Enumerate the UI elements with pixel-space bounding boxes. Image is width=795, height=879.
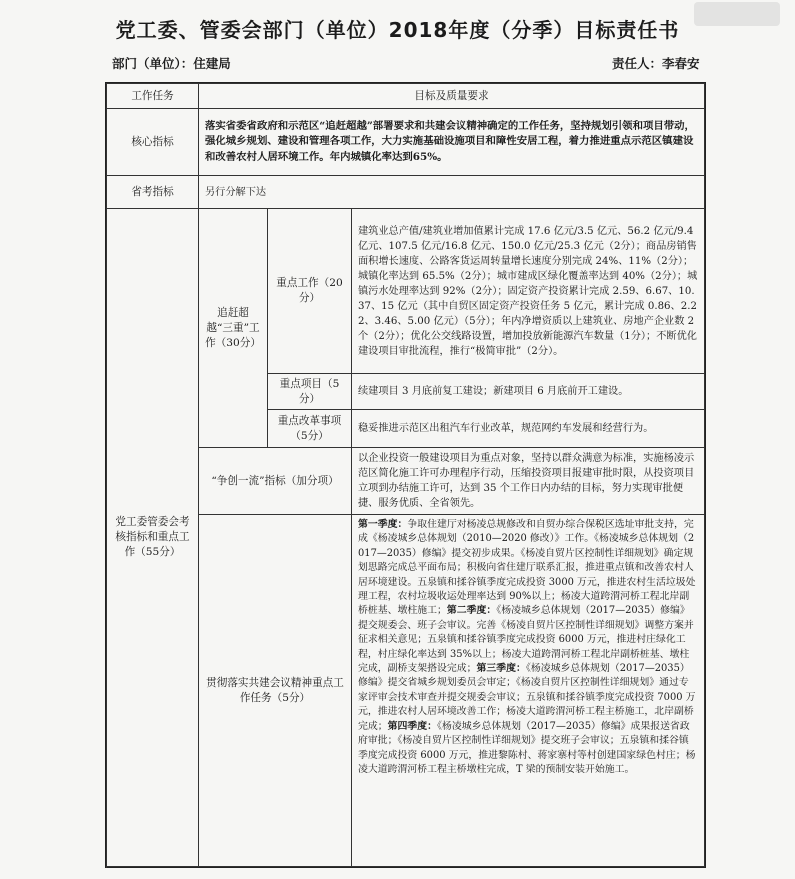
- q2-label: 第二季度：: [446, 605, 497, 617]
- key-project-text: 续建项目 3 月底前复工建设；新建项目 6 月底前开工建设。: [352, 374, 705, 410]
- core-text: 落实省委省政府和示范区“追赶超越”部署要求和共建会议精神确定的工作任务，坚持规划引领和项目带动，强化城乡规划、建设和管理各项工作，大力实施基础设施项目和障性安居工程，着力推进重点示范区镇建设和改善农村人居环境工作。年内城镇化率达到65%。: [199, 109, 705, 176]
- key-reform-label: 重点改革事项（5分）: [268, 410, 352, 448]
- implement-label: 贯彻落实共建会议精神重点工作任务（5分）: [199, 515, 352, 867]
- key-work-label: 重点工作（20分）: [268, 209, 352, 374]
- header-task: 工作任务: [107, 84, 199, 109]
- first-class-text: 以企业投资一般建设项目为重点对象，坚持以群众满意为标准，实施杨凌示范区简化施工许可办理程序行动，压缩投资项目报建审批时限，从投资项目立项到办结施工许可，达到 35 个工作日内办结的目标，努力实现审批便捷、服务优质、全省领先。: [352, 448, 705, 515]
- responsibility-table: [106, 83, 705, 867]
- document-title: 党工委、管委会部门（单位）2018年度（分季）目标责任书: [115, 18, 680, 42]
- key-work-row: [107, 209, 705, 374]
- chase-label: 追赶超越“三重”工作（30分）: [199, 209, 268, 448]
- department-label: 部门（单位）：住建局: [112, 56, 231, 71]
- core-row: [107, 109, 705, 176]
- key-work-text: 建筑业总产值/建筑业增加值累计完成 17.6 亿元/3.5 亿元、56.2 亿元/9.4 亿元、107.5 亿元/16.8 亿元、150.0 亿元/25.3 亿元（2分）；商品房销售面积增长速度、公路客货运周转量增长速度分别完成 24%、11%（2分）；城镇化率达到 65.5%（2分）；城市建成区绿化覆盖率达到 40%（2分）；城镇污水处理率达到 92%（2分）；固定资产投资累计完成 2.59、6.67、10.37、15 亿元（其中自贸区固定资产投资任务 5 亿元，累计完成 0.86、2.22、3.46、5.00 亿元）（5分）；年内净增资质以上建筑业、房地产企业数 2 个（2分）；优化公交线路设置，增加投放新能源汽车数量（1分）；不断优化建设项目审批流程，推行“极简审批”（2分）。: [352, 209, 705, 374]
- header-goal: 目标及质量要求: [199, 84, 705, 109]
- q1-text: 争取住建厅对杨凌总规修改和自贸办综合保税区选址审批支持，完成《杨凌城乡总体规划（2010—2020 修改）》工作。《杨凌城乡总体规划（2017—2035）修编》提交初步成果。《杨凌自贸片区控制性详细规划》确定规划思路完成总平面布局；积极向省住建厅联系汇报，推进重点镇和改善农村人居环境建设。五泉镇和揉谷镇季度完成投资 3000 万元，推进农村生活垃圾处理工程，农村垃圾收运处理率达到 90%以上；杨凌大道跨渭河桥工程北岸副桥桩基、墩柱施工；: [358, 519, 696, 617]
- responsibility-table-frame: [105, 82, 706, 868]
- q2-text: 《杨凌城乡总体规划（2017—2035）修编》提交规委会、班子会审议。完善《杨凌自贸片区控制性详细规划》调整方案并征求相关意见；五泉镇和揉谷镇季度完成投资 6000 万元，推进村庄绿化工程，村庄绿化率达到 35%以上；杨凌大道跨渭河桥工程北岸副桥桩基、墩柱完成，副桥支架搭设完成；: [358, 605, 694, 675]
- group-label: 党工委管委会考核指标和重点工作（55分）: [107, 209, 199, 867]
- first-class-label: “争创一流”指标（加分项）: [199, 448, 352, 515]
- province-text: 另行分解下达: [199, 176, 705, 209]
- table-header-row: [107, 84, 705, 109]
- q3-text: 《杨凌城乡总体规划（2017—2035）修编》提交省城乡规划委员会审定；《杨凌自贸片区控制性详细规划》通过专家评审会技术审查并提交规委会审议；五泉镇和揉谷镇季度完成投资 7000 万元，推进农村人居环境改善工作；杨凌大道跨渭河桥工程主桥施工，北岸副桥完成；: [358, 663, 696, 732]
- implement-text: [352, 515, 705, 867]
- responsible-person-label: 责任人：李春安: [612, 56, 700, 71]
- key-project-label: 重点项目（5分）: [268, 374, 352, 410]
- key-reform-text: 稳妥推进示范区出租汽车行业改革，规范网约车发展和经营行为。: [352, 410, 705, 448]
- q1-label: 第一季度：: [358, 519, 408, 530]
- province-row: [107, 176, 705, 209]
- q3-label: 第三季度：: [476, 663, 526, 675]
- stamp-mark: [694, 2, 780, 26]
- province-label: 省考指标: [107, 176, 199, 209]
- q4-label: 第四季度：: [387, 720, 438, 732]
- q4-text: 《杨凌城乡总体规划（2017—2035）修编》成果报送省政府审批；《杨凌自贸片区控制性详细规划》提交班子会审议；五泉镇和揉谷镇季度完成投资 6000 万元，推进黎陈村、蒋家寨村等村创建国家绿色村庄；杨凌大道跨渭河桥工程主桥墩柱完成，T 梁的预制安装开始施工。: [358, 720, 696, 775]
- core-label: 核心指标: [107, 109, 199, 176]
